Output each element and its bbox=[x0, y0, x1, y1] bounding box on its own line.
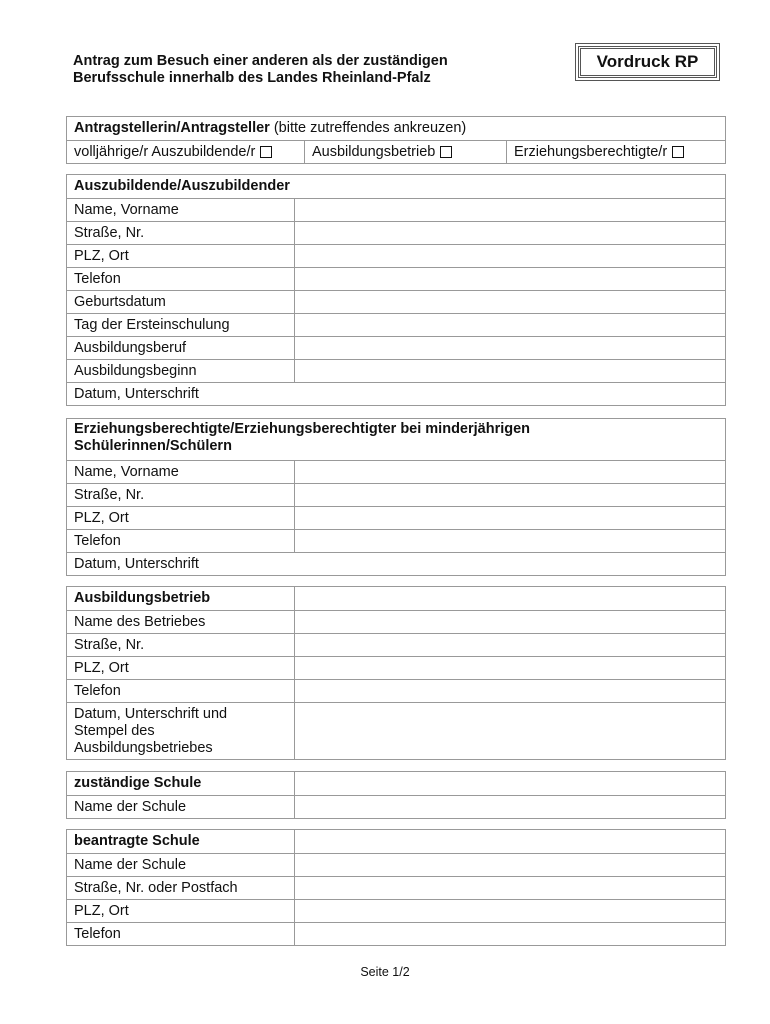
trainee-label-signature: Datum, Unterschrift bbox=[74, 385, 199, 402]
requested-school-section bbox=[66, 829, 726, 946]
trainee-input-occupation[interactable] bbox=[295, 337, 725, 359]
option-guardian-label: Erziehungsberechtigte/r bbox=[514, 143, 668, 160]
trainee-label-city: PLZ, Ort bbox=[67, 245, 295, 267]
current-school-heading-value[interactable] bbox=[295, 772, 725, 795]
trainee-input-street[interactable] bbox=[295, 222, 725, 244]
trainee-input-birthdate[interactable] bbox=[295, 291, 725, 313]
guardian-section bbox=[66, 418, 726, 576]
current-school-heading: zuständige Schule bbox=[67, 772, 295, 795]
company-label-city: PLZ, Ort bbox=[67, 657, 295, 679]
requested-school-label-street: Straße, Nr. oder Postfach bbox=[67, 877, 295, 899]
trainee-input-name[interactable] bbox=[295, 199, 725, 221]
guardian-label-phone: Telefon bbox=[67, 530, 295, 552]
current-school-input-name[interactable] bbox=[295, 796, 725, 818]
company-section bbox=[66, 586, 726, 760]
guardian-input-city[interactable] bbox=[295, 507, 725, 529]
guardian-label-street: Straße, Nr. bbox=[67, 484, 295, 506]
guardian-heading-line-1: Erziehungsberechtigte/Erziehungsberechtigter bei minderjährigen bbox=[74, 421, 531, 437]
trainee-input-phone[interactable] bbox=[295, 268, 725, 290]
trainee-label-enrollment: Tag der Ersteinschulung bbox=[67, 314, 295, 336]
applicant-heading-note: (bitte zutreffendes ankreuzen) bbox=[273, 120, 467, 136]
trainee-label-start: Ausbildungsbeginn bbox=[67, 360, 295, 382]
trainee-label-occupation: Ausbildungsberuf bbox=[67, 337, 295, 359]
requested-school-label-name: Name der Schule bbox=[67, 854, 295, 876]
trainee-input-enrollment[interactable] bbox=[295, 314, 725, 336]
company-label-phone: Telefon bbox=[67, 680, 295, 702]
trainee-input-city[interactable] bbox=[295, 245, 725, 267]
trainee-label-phone: Telefon bbox=[67, 268, 295, 290]
current-school-label-name: Name der Schule bbox=[67, 796, 295, 818]
title-line-1: Antrag zum Besuch einer anderen als der zuständigen bbox=[73, 53, 448, 69]
company-heading: Ausbildungsbetrieb bbox=[67, 587, 295, 610]
option-guardian[interactable] bbox=[507, 141, 725, 163]
trainee-heading: Auszubildende/Auszubildender bbox=[74, 178, 290, 194]
guardian-heading bbox=[67, 419, 725, 460]
guardian-heading-line-2: Schülerinnen/Schülern bbox=[74, 438, 232, 454]
company-input-name[interactable] bbox=[295, 611, 725, 633]
applicant-heading bbox=[67, 117, 725, 140]
requested-school-label-city: PLZ, Ort bbox=[67, 900, 295, 922]
requested-school-input-street[interactable] bbox=[295, 877, 725, 899]
page-number: Seite 1/2 bbox=[360, 965, 410, 979]
requested-school-input-name[interactable] bbox=[295, 854, 725, 876]
form-code-box bbox=[575, 43, 720, 81]
company-input-signature[interactable] bbox=[295, 703, 725, 759]
guardian-input-phone[interactable] bbox=[295, 530, 725, 552]
trainee-input-start[interactable] bbox=[295, 360, 725, 382]
current-school-section bbox=[66, 771, 726, 819]
company-signature-line-3: Ausbildungsbetriebes bbox=[74, 740, 213, 756]
guardian-label-city: PLZ, Ort bbox=[67, 507, 295, 529]
option-adult-trainee[interactable] bbox=[67, 141, 305, 163]
checkbox-guardian[interactable] bbox=[672, 146, 684, 158]
option-company[interactable] bbox=[305, 141, 507, 163]
company-label-signature bbox=[67, 703, 295, 759]
checkbox-adult-trainee[interactable] bbox=[260, 146, 272, 158]
applicant-heading-bold: Antragstellerin/Antragsteller bbox=[74, 120, 270, 136]
company-label-street: Straße, Nr. bbox=[67, 634, 295, 656]
trainee-input-signature[interactable] bbox=[295, 383, 725, 405]
guardian-input-signature[interactable] bbox=[295, 553, 725, 575]
requested-school-label-phone: Telefon bbox=[67, 923, 295, 945]
requested-school-heading: beantragte Schule bbox=[67, 830, 295, 853]
company-heading-value[interactable] bbox=[295, 587, 725, 610]
company-signature-line-2: Stempel des bbox=[74, 723, 155, 739]
form-title bbox=[73, 53, 543, 87]
company-label-name: Name des Betriebes bbox=[67, 611, 295, 633]
trainee-label-birthdate: Geburtsdatum bbox=[67, 291, 295, 313]
company-signature-line-1: Datum, Unterschrift und bbox=[74, 706, 228, 722]
guardian-input-street[interactable] bbox=[295, 484, 725, 506]
option-adult-trainee-label: volljährige/r Auszubildende/r bbox=[74, 143, 256, 160]
trainee-label-street: Straße, Nr. bbox=[67, 222, 295, 244]
company-input-city[interactable] bbox=[295, 657, 725, 679]
guardian-input-name[interactable] bbox=[295, 461, 725, 483]
company-input-phone[interactable] bbox=[295, 680, 725, 702]
trainee-section bbox=[66, 174, 726, 406]
company-input-street[interactable] bbox=[295, 634, 725, 656]
requested-school-input-city[interactable] bbox=[295, 900, 725, 922]
requested-school-input-phone[interactable] bbox=[295, 923, 725, 945]
trainee-label-name: Name, Vorname bbox=[67, 199, 295, 221]
guardian-label-name: Name, Vorname bbox=[67, 461, 295, 483]
checkbox-company[interactable] bbox=[440, 146, 452, 158]
guardian-label-signature: Datum, Unterschrift bbox=[74, 555, 199, 572]
requested-school-heading-value[interactable] bbox=[295, 830, 725, 853]
option-company-label: Ausbildungsbetrieb bbox=[312, 143, 436, 160]
form-code: Vordruck RP bbox=[578, 46, 717, 78]
applicant-section bbox=[66, 116, 726, 164]
title-line-2: Berufsschule innerhalb des Landes Rheinland-Pfalz bbox=[73, 70, 431, 86]
